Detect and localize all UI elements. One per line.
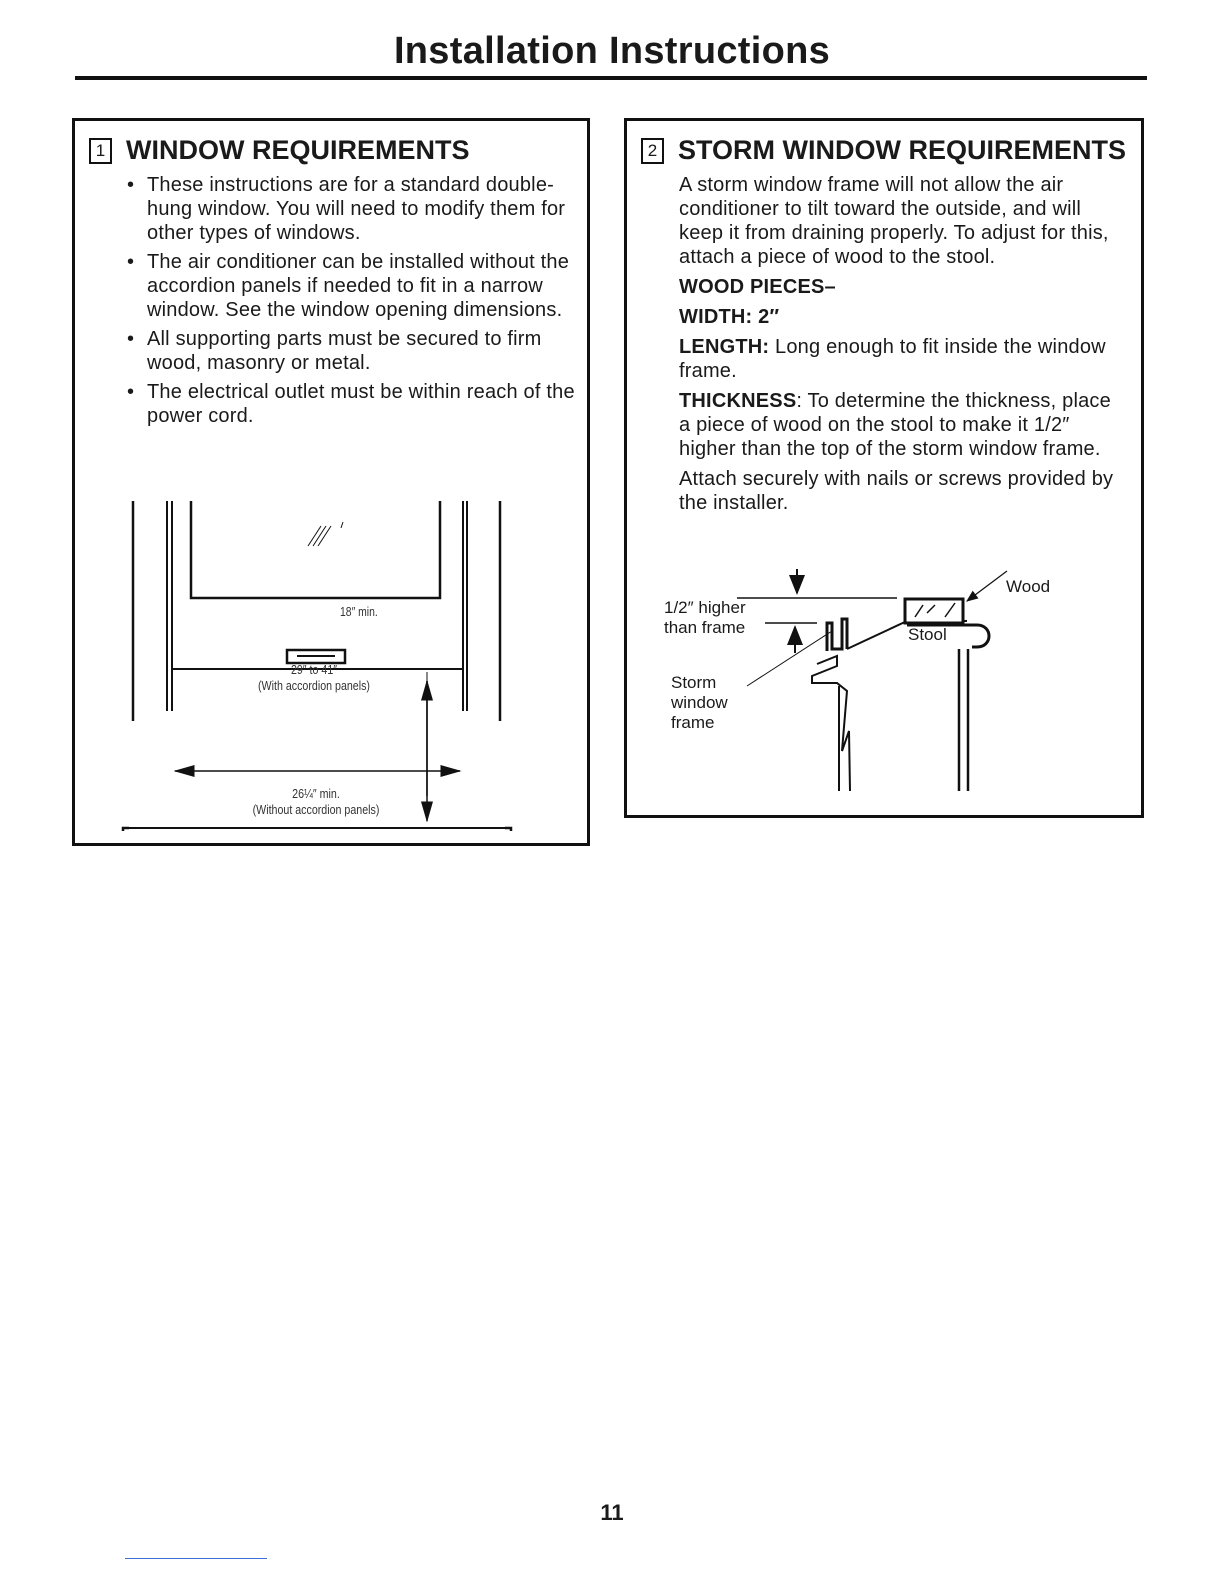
storm-window-requirements-title: STORM WINDOW REQUIREMENTS <box>678 135 1126 165</box>
footer-rule <box>125 1558 267 1559</box>
higher-label <box>664 598 746 638</box>
window-requirements-title: WINDOW REQUIREMENTS <box>126 135 470 165</box>
wood-thickness-paragraph <box>679 389 1127 461</box>
window-dimensions-diagram <box>115 476 575 831</box>
thickness-label: THICKNESS <box>679 390 797 412</box>
wood-pieces-heading: WOOD PIECES– <box>679 276 836 298</box>
wood-label: Wood <box>1006 577 1051 596</box>
list-item: • The electrical outlet must be within reach of the power cord. <box>127 380 577 428</box>
storm-window-text <box>679 173 1127 521</box>
storm-window-requirements-heading <box>641 135 1135 166</box>
window-requirements-list <box>127 173 577 433</box>
section-number-1: 1 <box>89 138 112 164</box>
length-label: LENGTH: <box>679 336 770 358</box>
list-item: • These instructions are for a standard double-hung window. You will need to modify them for other types of windows. <box>127 173 577 245</box>
min-width-dimension-label <box>216 786 416 818</box>
thickness-text: : To determine the thickness, place a piece of wood on the stool to make it 1/2″ higher than the top of the storm window frame. <box>679 390 1111 460</box>
page-title: Installation Instructions <box>393 30 831 72</box>
wood-length-paragraph <box>679 335 1127 383</box>
attach-paragraph: Attach securely with nails or screws provided by the installer. <box>679 468 1114 514</box>
higher-label-line1: 1/2″ higher <box>664 598 746 617</box>
min-width-label: 26¼″ min. <box>292 786 340 801</box>
stool-label: Stool <box>908 625 947 644</box>
min-width-sub: (Without accordion panels) <box>252 802 380 817</box>
window-requirements-panel <box>72 118 590 846</box>
width-dimension-label <box>214 662 414 694</box>
list-item: • All supporting parts must be secured to firm wood, masonry or metal. <box>127 327 577 375</box>
storm-label-line3: frame <box>671 713 715 732</box>
window-requirements-heading <box>89 135 581 166</box>
higher-label-line2: than frame <box>664 618 746 637</box>
wood-width-label: WIDTH: 2″ <box>679 306 780 328</box>
width-range-label: 29″ to 41″ <box>290 662 338 677</box>
page-number: 11 <box>600 1500 624 1525</box>
storm-intro-paragraph: A storm window frame will not allow the air conditioner to tilt toward the outside, and will keep it from draining properly. To adjust for this, attach a piece of wood to the stool. <box>679 174 1109 268</box>
width-range-sub: (With accordion panels) <box>258 678 370 693</box>
length-text: Long enough to fit inside the window frame. <box>679 336 1106 382</box>
section-number-2: 2 <box>641 138 664 164</box>
storm-frame-label <box>671 673 728 733</box>
storm-label-line2: window <box>671 693 728 712</box>
title-rule <box>75 76 1147 80</box>
list-item: • The air conditioner can be installed without the accordion panels if needed to fit in a narrow window. See the window opening dimensions. <box>127 250 577 322</box>
height-dimension-label: 18″ min. <box>340 604 378 619</box>
storm-label-line1: Storm <box>671 673 717 692</box>
